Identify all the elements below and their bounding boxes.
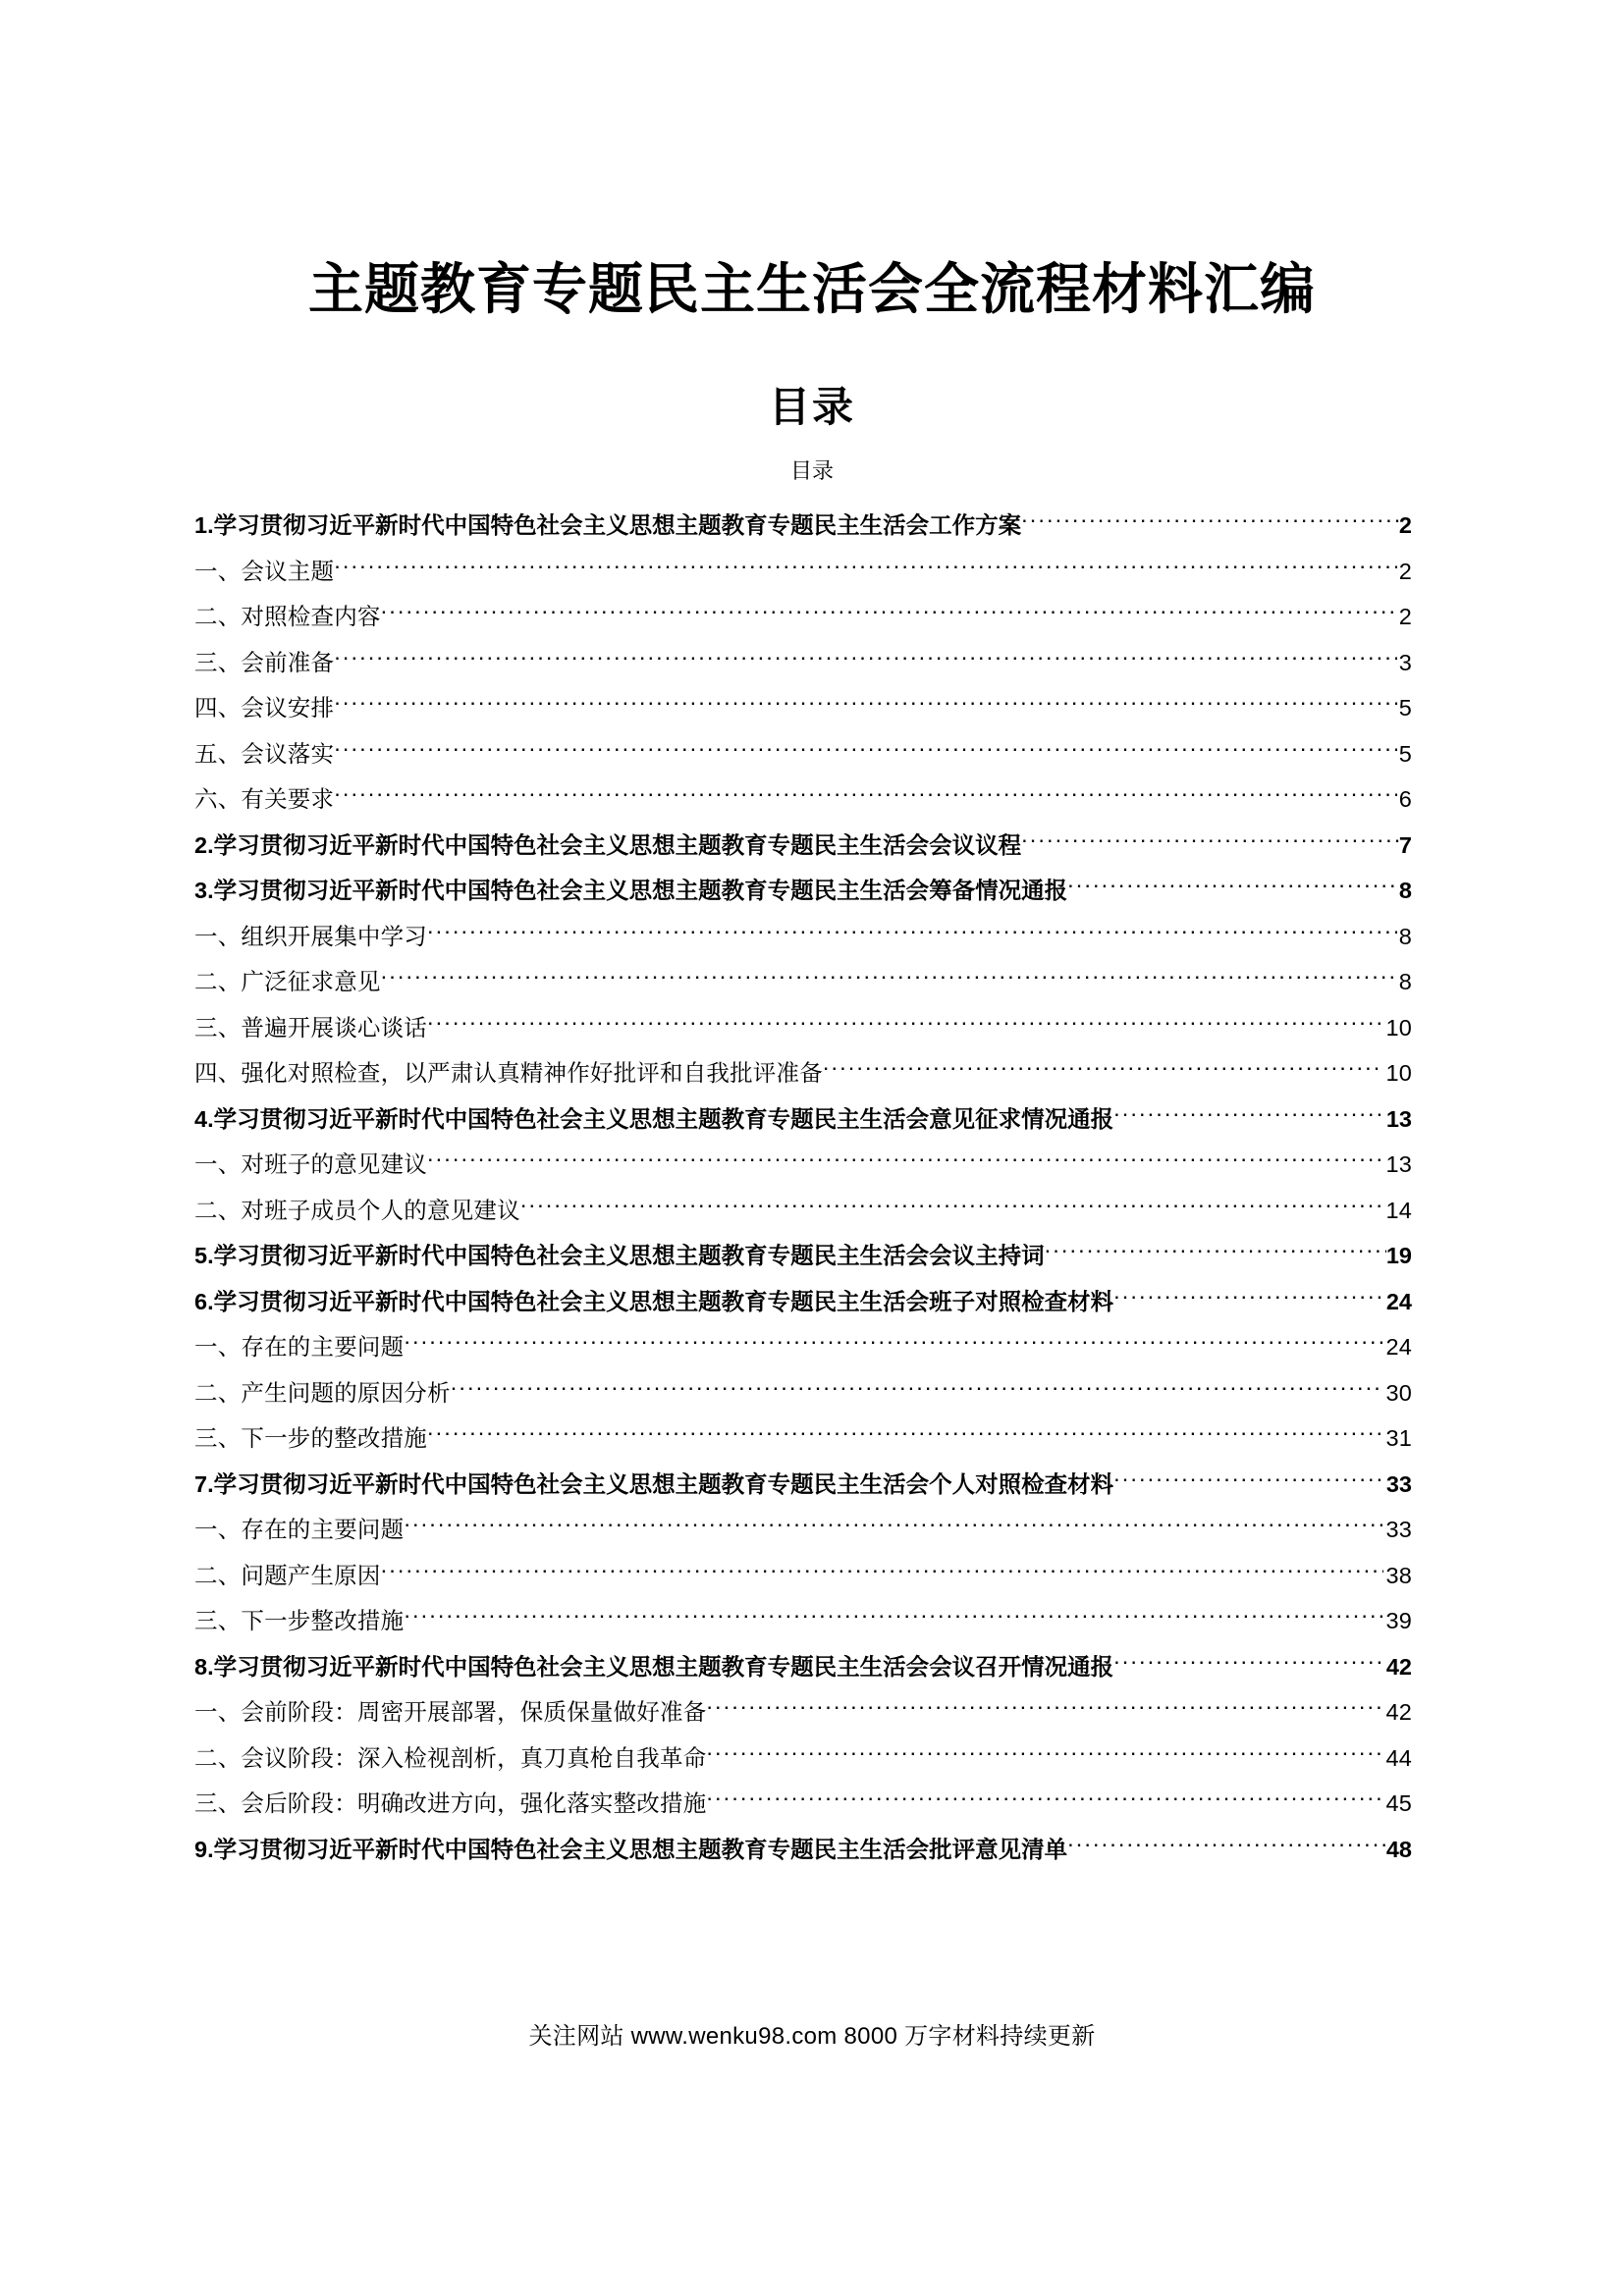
- toc-dot-leader: [427, 1005, 1383, 1051]
- toc-dot-leader: [1045, 1233, 1386, 1279]
- toc-entry-label: 二、问题产生原因: [194, 1562, 381, 1588]
- toc-dot-leader: [334, 549, 1397, 595]
- toc-entry[interactable]: [194, 959, 1412, 1005]
- toc-entry-page-number: 6: [1398, 786, 1412, 812]
- toc-dot-leader: [1113, 1644, 1386, 1690]
- toc-entry-page-number: 44: [1385, 1744, 1412, 1771]
- toc-entry-label: 三、下一步整改措施: [194, 1608, 405, 1633]
- toc-entry-page-number: 2: [1398, 558, 1412, 584]
- toc-entry-label: 7.学习贯彻习近平新时代中国特色社会主义思想主题教育专题民主生活会个人对照检查材料: [194, 1470, 1114, 1497]
- toc-dot-leader: [706, 1735, 1383, 1782]
- toc-entry-page-number: 45: [1385, 1790, 1412, 1816]
- toc-entry[interactable]: [194, 1324, 1412, 1370]
- toc-entry[interactable]: [194, 1142, 1412, 1188]
- toc-entry-label: 6.学习贯彻习近平新时代中国特色社会主义思想主题教育专题民主生活会班子对照检查材料: [194, 1288, 1114, 1314]
- toc-entry[interactable]: [194, 1462, 1412, 1508]
- toc-dot-leader: [427, 1142, 1383, 1188]
- toc-dot-leader: [1067, 1827, 1386, 1873]
- toc-dot-leader: [381, 1553, 1384, 1599]
- toc-dot-leader: [334, 731, 1397, 777]
- toc-entry-page-number: 10: [1385, 1060, 1412, 1086]
- toc-dot-leader: [334, 640, 1397, 686]
- toc-entry-page-number: 42: [1385, 1699, 1412, 1725]
- toc-entry[interactable]: [194, 1553, 1412, 1599]
- toc-entry-label: 一、会前阶段：周密开展部署，保质保量做好准备: [194, 1699, 707, 1725]
- toc-entry-page-number: 48: [1385, 1836, 1412, 1862]
- toc-entry-label: 五、会议落实: [194, 740, 335, 767]
- toc-entry-page-number: 8: [1398, 878, 1412, 903]
- toc-entry-label: 5.学习贯彻习近平新时代中国特色社会主义思想主题教育专题民主生活会会议主持词: [194, 1243, 1045, 1268]
- toc-entry-label: 4.学习贯彻习近平新时代中国特色社会主义思想主题教育专题民主生活会意见征求情况通报: [194, 1105, 1114, 1132]
- toc-entry[interactable]: [194, 1689, 1412, 1735]
- toc-entry-page-number: 13: [1385, 1105, 1412, 1132]
- toc-entry-label: 六、有关要求: [194, 786, 335, 812]
- toc-dot-leader: [451, 1370, 1384, 1416]
- toc-entry[interactable]: [194, 1096, 1412, 1143]
- toc-dot-leader: [1067, 868, 1399, 914]
- toc-entry-label: 1.学习贯彻习近平新时代中国特色社会主义思想主题教育专题民主生活会工作方案: [194, 512, 1022, 538]
- toc-entry[interactable]: [194, 914, 1412, 960]
- toc-dot-leader: [334, 776, 1397, 823]
- toc-entry-label: 三、普遍开展谈心谈话: [194, 1014, 427, 1041]
- toc-entry-label: 一、对班子的意见建议: [194, 1151, 427, 1177]
- toc-entry-label: 二、对班子成员个人的意见建议: [194, 1197, 520, 1223]
- toc-entry[interactable]: [194, 1370, 1412, 1416]
- toc-entry-page-number: 5: [1398, 695, 1412, 721]
- toc-entry[interactable]: [194, 868, 1412, 914]
- toc-entry[interactable]: [194, 776, 1412, 823]
- toc-entry-label: 三、下一步的整改措施: [194, 1425, 427, 1451]
- toc-entry-label: 一、会议主题: [194, 558, 335, 584]
- page-title: 主题教育专题民主生活会全流程材料汇编: [308, 258, 1316, 320]
- toc-entry-label: 一、组织开展集中学习: [194, 923, 427, 949]
- toc-dot-leader: [427, 914, 1397, 960]
- toc-entry-page-number: 5: [1398, 740, 1412, 767]
- toc-dot-leader: [404, 1324, 1383, 1370]
- toc-dot-leader: [334, 685, 1397, 731]
- toc-dot-leader: [1113, 1462, 1386, 1508]
- toc-entry-label: 四、强化对照检查，以严肃认真精神作好批评和自我批评准备: [194, 1060, 823, 1086]
- toc-entry-label: 二、对照检查内容: [194, 604, 381, 629]
- toc-entry[interactable]: [194, 823, 1412, 869]
- toc-entry-page-number: 39: [1385, 1608, 1412, 1633]
- toc-dot-leader: [823, 1050, 1384, 1096]
- toc-entry-page-number: 8: [1398, 923, 1412, 949]
- toc-entry-page-number: 33: [1385, 1470, 1412, 1497]
- toc-dot-leader: [1021, 503, 1399, 549]
- toc-entry-page-number: 2: [1398, 512, 1412, 538]
- toc-entry-page-number: 3: [1398, 649, 1412, 675]
- toc-entry-page-number: 24: [1385, 1288, 1412, 1314]
- toc-entry-page-number: 31: [1385, 1425, 1412, 1451]
- toc-entry-label: 三、会前准备: [194, 649, 335, 675]
- toc-entry[interactable]: [194, 1598, 1412, 1644]
- toc-entry-label: 3.学习贯彻习近平新时代中国特色社会主义思想主题教育专题民主生活会筹备情况通报: [194, 878, 1068, 903]
- toc-entry-label: 四、会议安排: [194, 695, 335, 721]
- toc-dot-leader: [404, 1507, 1383, 1553]
- toc-entry[interactable]: [194, 731, 1412, 777]
- toc-dot-leader: [427, 1415, 1383, 1462]
- toc-entry-label: 二、会议阶段：深入检视剖析，真刀真枪自我革命: [194, 1744, 707, 1771]
- toc-entry-label: 2.学习贯彻习近平新时代中国特色社会主义思想主题教育专题民主生活会会议议程: [194, 831, 1022, 858]
- toc-entry-page-number: 38: [1385, 1562, 1412, 1588]
- toc-dot-leader: [1113, 1279, 1386, 1325]
- toc-entry[interactable]: [194, 1507, 1412, 1553]
- toc-entry[interactable]: [194, 1233, 1412, 1279]
- toc-dot-leader: [1021, 823, 1399, 869]
- toc-entry-label: 三、会后阶段：明确改进方向，强化落实整改措施: [194, 1790, 707, 1816]
- toc-entry-page-number: 42: [1385, 1653, 1412, 1680]
- toc-heading: 目录: [768, 384, 855, 430]
- toc-dot-leader: [706, 1781, 1383, 1827]
- toc-dot-leader: [520, 1188, 1384, 1234]
- toc-entry[interactable]: [194, 503, 1412, 549]
- footer-promo-text: 关注网站 www.wenku98.com 8000 万字材料持续更新: [528, 2023, 1096, 2050]
- toc-entry[interactable]: [194, 685, 1412, 731]
- toc-entry-page-number: 24: [1385, 1334, 1412, 1360]
- toc-entry-page-number: 14: [1385, 1197, 1412, 1223]
- toc-entry-page-number: 8: [1398, 969, 1412, 994]
- toc-entry-page-number: 7: [1398, 831, 1412, 858]
- toc-entry[interactable]: [194, 1781, 1412, 1827]
- toc-entry[interactable]: [194, 640, 1412, 686]
- toc-entry[interactable]: [194, 1827, 1412, 1873]
- toc-dot-leader: [381, 959, 1397, 1005]
- toc-entry-page-number: 13: [1385, 1151, 1412, 1177]
- toc-entry-label: 一、存在的主要问题: [194, 1334, 405, 1360]
- toc-entry-label: 二、产生问题的原因分析: [194, 1379, 451, 1406]
- toc-entry-label: 8.学习贯彻习近平新时代中国特色社会主义思想主题教育专题民主生活会会议召开情况通报: [194, 1653, 1114, 1680]
- toc-entry[interactable]: [194, 1735, 1412, 1782]
- toc-dot-leader: [381, 594, 1397, 640]
- toc-dot-leader: [404, 1598, 1383, 1644]
- toc-entry[interactable]: [194, 594, 1412, 640]
- toc-entry-page-number: 30: [1385, 1379, 1412, 1406]
- toc-entry[interactable]: [194, 1644, 1412, 1690]
- toc-entry-page-number: 2: [1398, 604, 1412, 629]
- toc-entry-label: 一、存在的主要问题: [194, 1517, 405, 1542]
- toc-entry[interactable]: [194, 1005, 1412, 1051]
- toc-entry-label: 二、广泛征求意见: [194, 969, 381, 994]
- table-of-contents: [194, 503, 1412, 1872]
- toc-entry[interactable]: [194, 1050, 1412, 1096]
- toc-entry[interactable]: [194, 1279, 1412, 1325]
- toc-dot-leader: [1113, 1096, 1386, 1143]
- toc-entry[interactable]: [194, 549, 1412, 595]
- toc-dot-leader: [706, 1689, 1383, 1735]
- toc-entry-label: 9.学习贯彻习近平新时代中国特色社会主义思想主题教育专题民主生活会批评意见清单: [194, 1836, 1068, 1862]
- toc-entry-page-number: 33: [1385, 1517, 1412, 1542]
- toc-entry[interactable]: [194, 1415, 1412, 1462]
- toc-entry-page-number: 10: [1385, 1014, 1412, 1041]
- toc-entry[interactable]: [194, 1188, 1412, 1234]
- toc-entry-page-number: 19: [1385, 1243, 1412, 1268]
- toc-subheading: 目录: [789, 458, 834, 483]
